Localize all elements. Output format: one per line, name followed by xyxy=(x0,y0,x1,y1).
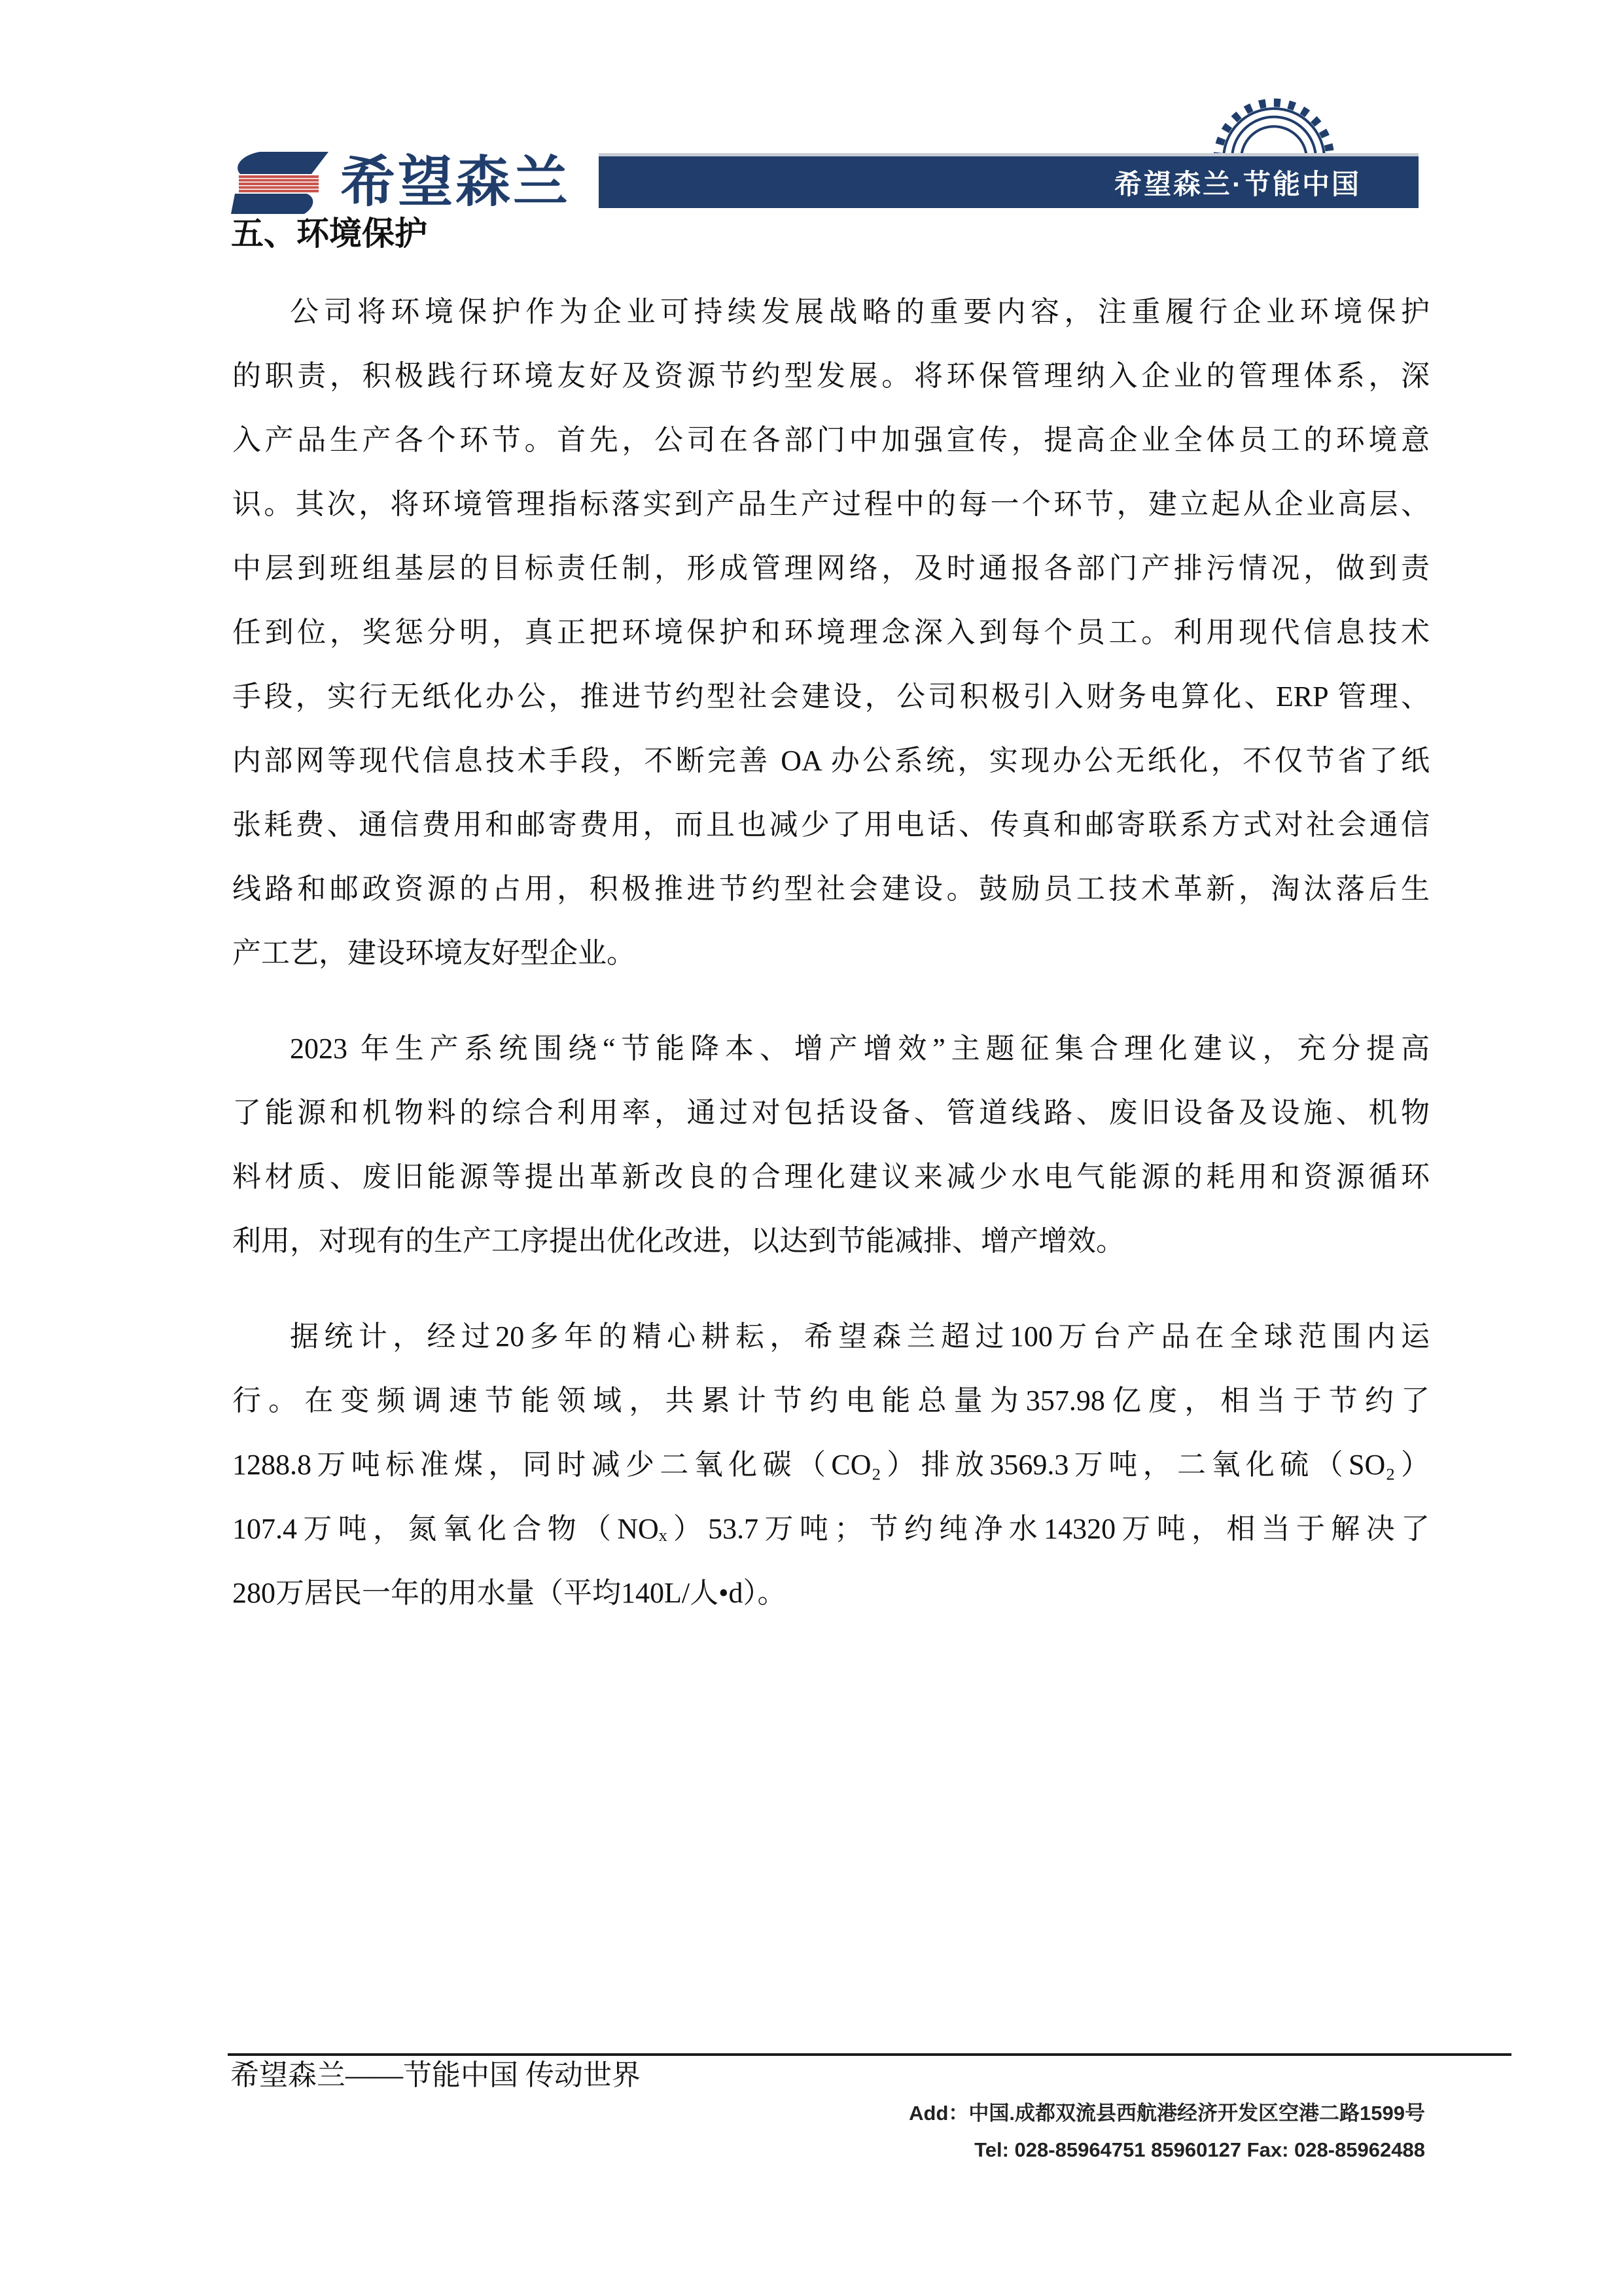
text-line: 入产品生产各个环节。首先，公司在各部门中加强宣传，提高企业全体员工的环境意 xyxy=(232,424,1430,456)
logo-wordmark: 希望森兰 xyxy=(340,151,571,213)
footer-slogan: 希望森兰——节能中国 传动世界 xyxy=(230,2059,641,2091)
senlan-logo-icon xyxy=(231,152,329,214)
header-banner xyxy=(599,153,1419,208)
text-line: 107.4万吨，氮氧化合物（NOₓ）53.7万吨；节约纯净水14320万吨，相当于解决了 xyxy=(232,1513,1430,1545)
footer-phone: Tel: 028-85964751 85960127 Fax: 028-85962488 xyxy=(974,2138,1425,2161)
text-line: 内部网等现代信息技术手段，不断完善 OA 办公系统，实现办公无纸化，不仅节省了纸 xyxy=(232,745,1430,777)
footer-contact xyxy=(654,2095,1425,2168)
text-line: 手段，实行无纸化办公，推进节约型社会建设，公司积极引入财务电算化、ERP 管理、 xyxy=(232,680,1430,713)
text-line: 产工艺，建设环境友好型企业。 xyxy=(232,937,635,969)
text-line: 中层到班组基层的目标责任制，形成管理网络，及时通报各部门产排污情况，做到责 xyxy=(232,552,1430,584)
text-line: 据统计，经过20多年的精心耕耘，希望森兰超过100万台产品在全球范围内运 xyxy=(290,1320,1430,1352)
text-line: 任到位，奖惩分明，真正把环境保护和环境理念深入到每个员工。利用现代信息技术 xyxy=(232,616,1430,648)
text-line: 料材质、废旧能源等提出革新改良的合理化建议来减少水电气能源的耗用和资源循环 xyxy=(232,1161,1430,1193)
footer-address: Add：中国.成都双流县西航港经济开发区空港二路1599号 xyxy=(909,2102,1425,2125)
text-line: 识。其次，将环境管理指标落实到产品生产过程中的每一个环节，建立起从企业高层、 xyxy=(232,488,1430,520)
text-line: 行。在变频调速节能领域，共累计节约电能总量为357.98亿度，相当于节约了 xyxy=(232,1385,1430,1417)
text-line: 2023 年生产系统围绕“节能降本、增产增效”主题征集合理化建议，充分提高 xyxy=(290,1033,1430,1065)
text-line: 利用，对现有的生产工序提出优化改进，以达到节能减排、增产增效。 xyxy=(232,1225,1125,1257)
paragraph xyxy=(232,1305,1430,1625)
text-line: 1288.8万吨标准煤，同时减少二氧化碳（CO₂）排放3569.3万吨，二氧化硫（SO₂） xyxy=(232,1449,1430,1481)
text-line: 公司将环境保护作为企业可持续发展战略的重要内容，注重履行企业环境保护 xyxy=(290,296,1430,328)
paragraph xyxy=(232,280,1430,985)
section-title: 五、环境保护 xyxy=(231,215,427,252)
banner-title: 希望森兰·节能中国 xyxy=(1114,168,1361,200)
gear-icon xyxy=(1207,96,1341,154)
text-line: 了能源和机物料的综合利用率，通过对包括设备、管道线路、废旧设备及设施、机物 xyxy=(232,1097,1430,1129)
text-line: 张耗费、通信费用和邮寄费用，而且也减少了用电话、传真和邮寄联系方式对社会通信 xyxy=(232,809,1430,841)
footer-divider xyxy=(228,2053,1511,2056)
text-line: 线路和邮政资源的占用，积极推进节约型社会建设。鼓励员工技术革新，淘汰落后生 xyxy=(232,873,1430,905)
text-line: 的职责，积极践行环境友好及资源节约型发展。将环保管理纳入企业的管理体系，深 xyxy=(232,360,1430,392)
text-line: 280万居民一年的用水量（平均140L/人•d）。 xyxy=(232,1577,786,1609)
paragraph xyxy=(232,1017,1430,1273)
